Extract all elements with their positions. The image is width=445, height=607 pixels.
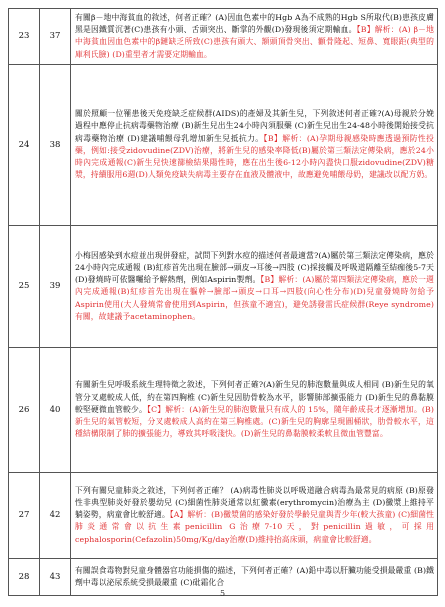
answer-explanation: 【B】解析：(A)屬於第四類法定傳染病，應於一週內完成通報(B)紅疹首先出現在軀幹→臉部→頭皮→口耳→四肢(向心性分布)(D)兒童發燒時勿給予Aspirin使用(大人發燒常會使用到Aspirin，但孩童不適宜)，避免誘發雷氏症候群(Reye syndrome)有關，故建議予acetaminophen。 — [75, 275, 434, 321]
question-content — [71, 64, 438, 225]
sequence-number: 24 — [9, 64, 40, 225]
exam-answer-table — [8, 8, 438, 596]
table-row — [9, 64, 438, 225]
question-number: 37 — [40, 9, 71, 65]
question-number: 39 — [40, 225, 71, 347]
answer-explanation: 【B】解析：(A) β－地中海貧血因血色素中的β鏈缺乏所致(C)患孩有頭大、額頭頂骨突出、顴骨隆起、短鼻、寬眼距(典型的庫利氏臉) (D)重型者才需要定期輸血。 — [75, 25, 434, 59]
sequence-number: 26 — [9, 347, 40, 472]
question-text: 小梅因感染到水痘並出現併發症，試問下列對水痘的描述何者最適當?(A)屬於第三類法定傳染病，應於24小時內完成通報 (B)紅疹首先出現在臉部→頭皮→耳後→四肢 (C)採接觸及呼吸道隔離至結痂後5-7天 (D)發燒時可依醫囑給予解熱劑，例如Aspirin製劑。 — [75, 250, 434, 285]
question-number: 42 — [40, 472, 71, 558]
table-row — [9, 9, 438, 65]
question-text: 有關新生兒呼吸系統生理特徵之敘述，下列何者正確?(A)新生兒的肺泡數量與成人相同 (B)新生兒的氧管分叉處較成人低，約在第四胸椎 (C)新生兒因肋骨較為水平，影響肺部擴張能力 (D)新生兒的鼻黏膜較堅硬微血管較少。 — [75, 380, 434, 414]
answer-explanation: 【B】解析：(A)孕期母親感染時應透過預防性投藥，例如:接受zidovudine(ZDV)治療，將新生兒的感染率降低(B)屬於第三類法定傳染病，應於24小時內完成通報(C)新生兒快速篩檢結果陽性時，應在出生後6-12小時內盡快口服zidovudine(ZDV)糖漿，持續服用6週(D)人類免疫缺失病毒主要存在血液及體液中，故應避免哺餵母奶，建議改以配方奶。 — [75, 133, 435, 180]
question-number: 40 — [40, 347, 71, 472]
sequence-number: 23 — [9, 9, 40, 65]
sequence-number: 25 — [9, 225, 40, 347]
question-content — [71, 9, 438, 65]
page-number: 5 — [219, 589, 226, 598]
question-number: 38 — [40, 64, 71, 225]
table-row — [9, 347, 438, 472]
sequence-number: 27 — [9, 472, 40, 558]
question-content — [71, 347, 438, 472]
question-number: 43 — [40, 558, 71, 595]
table-row — [9, 225, 438, 347]
table-row — [9, 472, 438, 558]
question-text: 有關β－地中海貧血的敘述，何者正確？(A)因血色素中的Hgb A為不成熟的Hgb S所取代(B)患孩皮膚黑是因鐵質沉著(C)患孩有小頭、舌頭突出、斷掌的外觀(D)發現後須定期輸血。 — [75, 13, 434, 35]
question-content — [71, 472, 438, 558]
question-text: 下列有關兒童肺炎之敘述，下列何者正確？ (A)病毒性肺炎以呼吸道融合病毒為最常見的病原 (B)原發性非典型肺炎好發於嬰幼兒 (C)細菌性肺炎通常以紅黴素(erythromycin)治療為主 (D)黴漿上維持平躺姿勢，病童會比較舒適。 — [75, 485, 434, 520]
answer-explanation: 【A】解析：(B)黴漿菌的感染好發於學齡兒童與青少年(較大孩童) (C)細菌性肺炎通常會以抗生素penicillin G治療7-10天，對penicillin過敏，可採用cephalosporin(Cefazolin)50mg/Kg/day治療(D)維持抬高床頭，病童會比較舒適。 — [75, 510, 434, 544]
sequence-number: 28 — [9, 558, 40, 595]
question-content — [71, 225, 438, 347]
question-text: 有關誤食毒物對兒童身體器官功能損傷的描述，下列何者正確？(A)鉛中毒以肝臟功能受損最嚴重 (B)鐵劑中毒以泌尿系統受損最嚴重 (C)砒霜化合 — [75, 565, 434, 587]
question-text: 關於照顧一位罹患後天免疫缺乏症候群(AIDS)的產婦及其新生兒，下列敘述何者正確?(A)母親於分娩過程中應停止抗病毒藥物治療 (B)新生兒出生24小時內須服藥 (C)新生兒出生24-48小時後開始接受抗病毒藥物治療 (D)建議哺餵母乳增加新生兒抵抗力。 — [75, 109, 434, 143]
answer-explanation: 【C】解析：(A)新生兒的肺泡數量只有成人的 15%，隨年齡成長才逐漸增加。(B)新生兒的氣管較短，分叉處較成人高約在第三胸椎處。(C)新生兒的胸廓呈現圓桶狀，肋骨較水平，這種結構限制了肺的擴張能力，導致其呼吸淺快。(D)新生兒的鼻黏膜較柔軟且微血管豐富。 — [75, 404, 435, 439]
